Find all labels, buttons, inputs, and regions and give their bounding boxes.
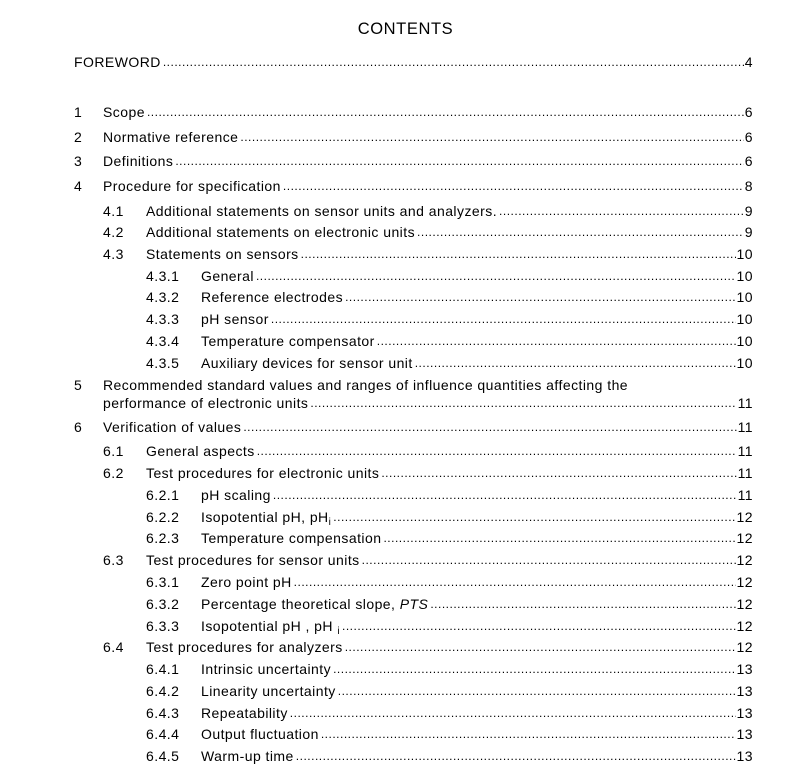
toc-entry-number: 4.3.3	[146, 311, 180, 327]
toc-entry-label: pH sensor	[201, 311, 269, 327]
toc-entry-label: Statements on sensors	[146, 246, 299, 262]
toc-entry[interactable]	[201, 617, 753, 635]
toc-entry-label: Isopotential pH, $pH_i$	[201, 509, 332, 528]
dot-leader	[294, 573, 736, 591]
toc-entry-label: Intrinsic uncertainty	[201, 661, 332, 677]
dot-leader	[290, 704, 736, 722]
toc-entry[interactable]	[201, 508, 753, 526]
toc-entry-label: Warm-up time	[201, 748, 294, 764]
dot-leader	[273, 486, 737, 504]
toc-entry-number: 4.1	[103, 203, 124, 219]
toc-entry-number: 4	[74, 178, 83, 194]
toc-entry-label: Normative reference	[103, 129, 239, 145]
toc-entry-label: Repeatability	[201, 705, 288, 721]
page-title: CONTENTS	[357, 20, 454, 38]
dot-leader	[499, 202, 744, 220]
toc-entry[interactable]	[201, 595, 753, 613]
dot-leader	[296, 747, 736, 765]
toc-entry-label: Test procedures for electronic units	[146, 465, 380, 481]
toc-entry-number: 2	[74, 129, 83, 145]
toc-entry[interactable]	[74, 53, 753, 71]
dot-leader	[175, 152, 743, 170]
toc-entry-number: 6.2.2	[146, 509, 180, 525]
toc-entry-page: 12	[736, 618, 753, 634]
dot-leader	[362, 551, 736, 569]
toc-entry-label: Temperature compensation	[201, 530, 382, 546]
dot-leader	[342, 617, 736, 635]
toc-entry-label: Procedure for specification	[103, 178, 281, 194]
dot-leader	[383, 529, 735, 547]
toc-entry-page: 9	[744, 224, 753, 240]
toc-entry-number: 6.4.4	[146, 726, 180, 742]
toc-entry-label: performance of electronic units	[103, 395, 309, 411]
toc-entry-number: 6.1	[103, 443, 124, 459]
toc-entry-page: 11	[737, 419, 753, 435]
dot-leader	[271, 310, 736, 328]
dot-leader	[283, 177, 744, 195]
toc-entry[interactable]	[146, 245, 753, 263]
toc-entry[interactable]	[146, 442, 753, 460]
toc-entry-label: Linearity uncertainty	[201, 683, 336, 699]
toc-entry[interactable]	[201, 310, 753, 328]
toc-entry[interactable]	[103, 103, 753, 121]
toc-entry-number: 6	[74, 419, 83, 435]
toc-entry-page: 8	[744, 178, 753, 194]
toc-entry-page: 10	[736, 246, 753, 262]
toc-entry-label: Output fluctuation	[201, 726, 319, 742]
dot-leader	[430, 595, 735, 613]
toc-entry-page: 10	[736, 333, 753, 349]
toc-entry-number: 6.2	[103, 465, 124, 481]
toc-entry[interactable]	[146, 551, 753, 569]
toc-entry-label: Test procedures for analyzers	[146, 639, 343, 655]
toc-entry-page: 12	[736, 530, 753, 546]
toc-entry-page: 4	[744, 54, 753, 70]
dot-leader	[256, 267, 736, 285]
toc-entry[interactable]	[103, 128, 753, 146]
dot-leader	[310, 394, 736, 412]
toc-entry-number: 4.3.2	[146, 289, 180, 305]
toc-entry[interactable]	[201, 682, 753, 700]
toc-entry[interactable]	[103, 394, 753, 412]
toc-entry-page: 13	[736, 705, 753, 721]
toc-entry-number: 6.4	[103, 639, 124, 655]
toc-entry-page: 9	[744, 203, 753, 219]
toc-entry[interactable]	[201, 573, 753, 591]
toc-entry[interactable]	[146, 464, 753, 482]
toc-entry-number: 6.4.1	[146, 661, 180, 677]
toc-entry-number: 4.3.1	[146, 268, 180, 284]
toc-entry-label: Auxiliary devices for sensor unit	[201, 355, 413, 371]
toc-entry-label: Isopotential pH , pH $_i$	[201, 618, 340, 637]
toc-entry[interactable]	[201, 486, 753, 504]
toc-entry-number: 6.4.5	[146, 748, 180, 764]
toc-entry-number: 3	[74, 153, 83, 169]
toc-entry-number: 6.3	[103, 552, 124, 568]
dot-leader	[257, 442, 737, 460]
toc-entry-label: Reference electrodes	[201, 289, 344, 305]
dot-leader	[417, 223, 744, 241]
toc-entry-number: 6.2.1	[146, 487, 180, 503]
toc-entry[interactable]	[201, 660, 753, 678]
toc-entry[interactable]	[201, 725, 753, 743]
dot-leader	[345, 638, 736, 656]
toc-entry-label: pH scaling	[201, 487, 271, 503]
toc-entry-page: 10	[736, 355, 753, 371]
toc-entry[interactable]	[201, 747, 753, 765]
dot-leader	[333, 660, 735, 678]
toc-entry-number: 6.3.2	[146, 596, 180, 612]
toc-entry-page: 11	[737, 465, 753, 481]
toc-entry-label: Recommended standard values and ranges of influence quantities affecting the	[103, 377, 629, 393]
toc-entry-label: Temperature compensator	[201, 333, 375, 349]
toc-entry-page: 13	[736, 726, 753, 742]
dot-leader	[381, 464, 736, 482]
dot-leader	[338, 682, 736, 700]
dot-leader	[147, 103, 744, 121]
toc-entry-page: 12	[736, 639, 753, 655]
toc-entry-page: 12	[736, 509, 753, 525]
toc-entry-label: Additional statements on sensor units and analyzers.	[146, 203, 498, 219]
dot-leader	[243, 418, 736, 436]
toc-entry-label: Definitions	[103, 153, 174, 169]
toc-entry-page: 11	[737, 443, 753, 459]
toc-entry-italic: PTS	[399, 596, 429, 612]
toc-entry-number: 6.4.3	[146, 705, 180, 721]
toc-entry[interactable]	[103, 177, 753, 195]
toc-entry[interactable]	[201, 704, 753, 722]
toc-entry-number: 4.3	[103, 246, 124, 262]
toc-entry-label: Verification of values	[103, 419, 242, 435]
toc-entry-page: 11	[737, 395, 753, 411]
toc-entry-subscript: i	[328, 517, 332, 528]
toc-entry-label: Zero point pH	[201, 574, 292, 590]
toc-entry-page: 12	[736, 552, 753, 568]
dot-leader	[240, 128, 743, 146]
toc-entry-page: 13	[736, 683, 753, 699]
toc-entry-number: 1	[74, 104, 83, 120]
toc-entry[interactable]	[201, 354, 753, 372]
dot-leader	[163, 53, 744, 71]
toc-entry[interactable]	[146, 638, 753, 656]
toc-entry-page: 10	[736, 268, 753, 284]
toc-entry-number: 4.3.5	[146, 355, 180, 371]
toc-entry[interactable]	[201, 332, 753, 350]
toc-entry[interactable]	[201, 529, 753, 547]
toc-entry-label: General aspects	[146, 443, 255, 459]
toc-entry-page: 13	[736, 748, 753, 764]
toc-entry-page: 6	[744, 104, 753, 120]
toc-entry-page: 6	[744, 153, 753, 169]
toc-entry-page: 13	[736, 661, 753, 677]
toc-entry-label: Percentage theoretical slope, PTS	[201, 596, 429, 612]
toc-entry-number: 6.4.2	[146, 683, 180, 699]
toc-entry-label: Test procedures for sensor units	[146, 552, 360, 568]
toc-entry-number: 6.3.3	[146, 618, 180, 634]
dot-leader	[301, 245, 736, 263]
toc-entry-number: 6.3.1	[146, 574, 180, 590]
dot-leader	[377, 332, 736, 350]
toc-entry-page: 11	[737, 487, 753, 503]
toc-entry-number: 4.2	[103, 224, 124, 240]
toc-entry-number: 6.2.3	[146, 530, 180, 546]
toc-entry[interactable]	[201, 267, 753, 285]
toc-entry-subscript: i	[337, 626, 340, 637]
toc-entry-number: 4.3.4	[146, 333, 180, 349]
toc-entry-page: 12	[736, 596, 753, 612]
toc-entry-page: 6	[744, 129, 753, 145]
toc-entry-page: 12	[736, 574, 753, 590]
toc-entry[interactable]	[103, 152, 753, 170]
dot-leader	[321, 725, 736, 743]
toc-entry-label: Additional statements on electronic units	[146, 224, 416, 240]
toc-entry[interactable]	[103, 418, 753, 436]
toc-entry-label: General	[201, 268, 254, 284]
dot-leader	[415, 354, 736, 372]
toc-entry[interactable]	[146, 223, 753, 241]
toc-entry[interactable]	[201, 288, 753, 306]
toc-entry-page: 10	[736, 311, 753, 327]
toc-entry-label: FOREWORD	[74, 54, 161, 70]
dot-leader	[345, 288, 735, 306]
toc-entry-number: 5	[74, 377, 83, 393]
toc-entry[interactable]	[146, 202, 753, 220]
dot-leader	[333, 508, 735, 526]
toc-entry-page: 10	[736, 289, 753, 305]
toc-entry-label: Scope	[103, 104, 145, 120]
